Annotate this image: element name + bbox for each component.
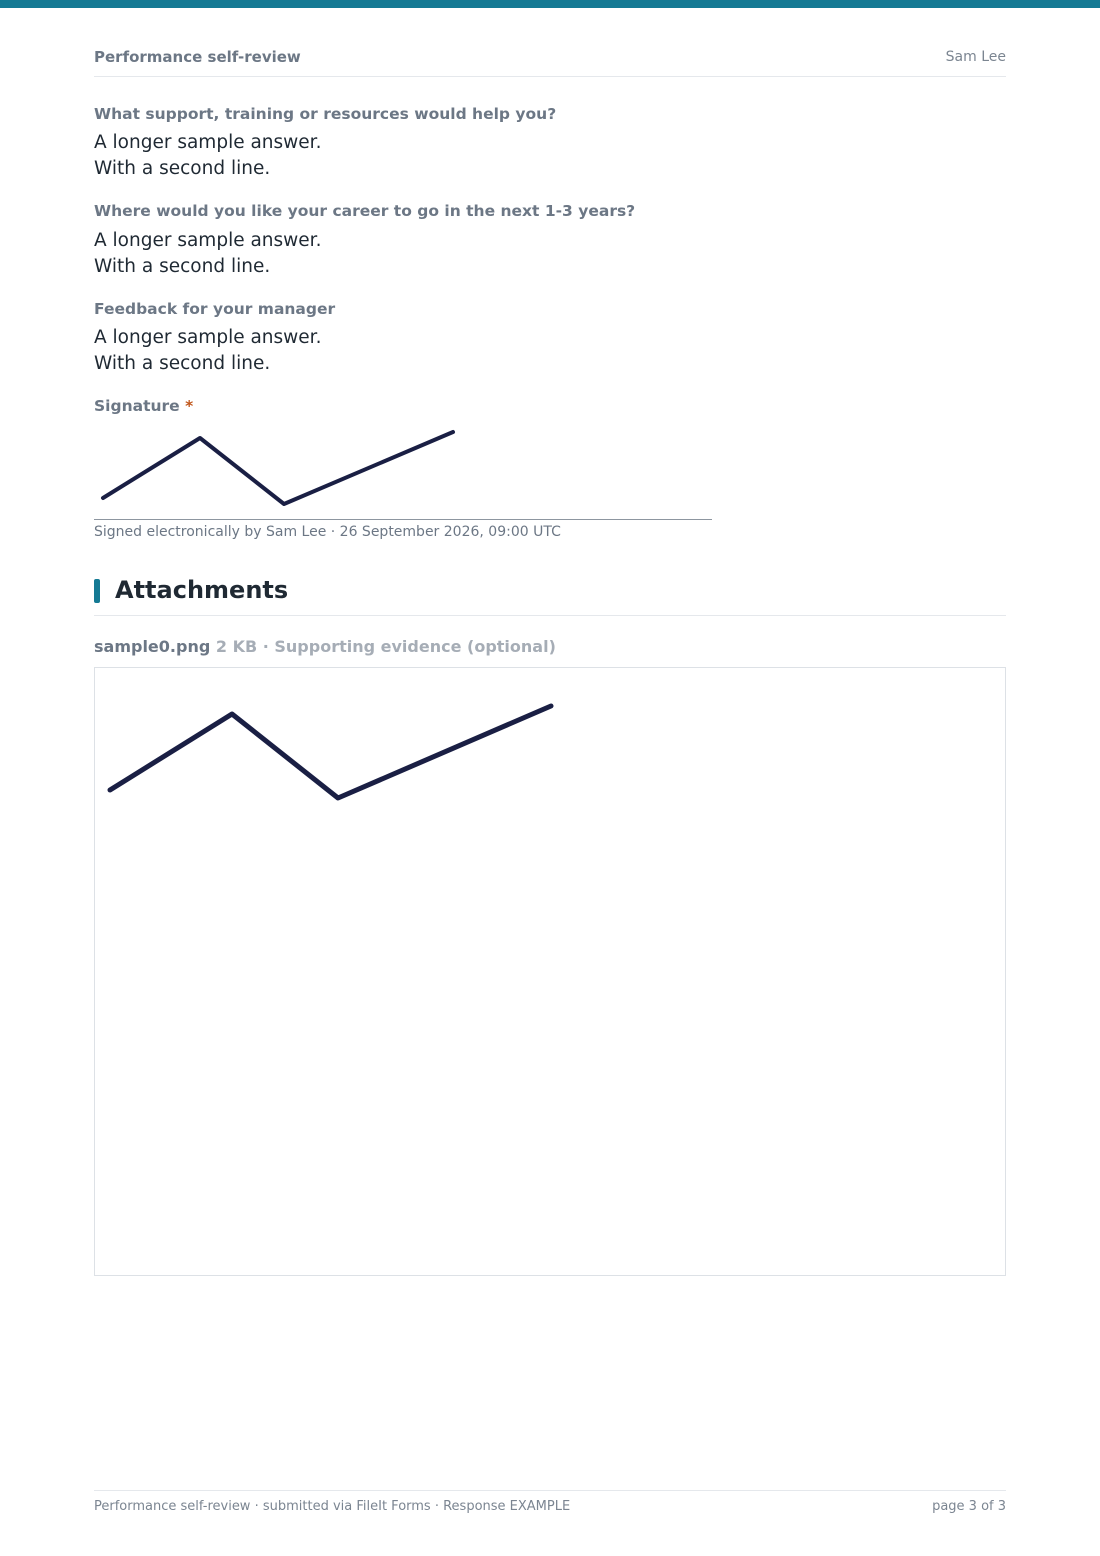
attachments-section-header [94,576,1006,616]
answer-line: A longer sample answer. [94,327,322,348]
attachment-preview [94,667,1006,1276]
question-label: What support, training or resources would help you? [94,105,557,123]
answer-line: With a second line. [94,256,271,277]
form-title: Performance self-review [94,48,301,66]
section-marker [94,579,100,603]
answer-line: With a second line. [94,158,271,179]
question-label: Feedback for your manager [94,300,336,318]
page-footer [94,1490,1006,1521]
answer-line: A longer sample answer. [94,132,322,153]
footer-info: Performance self-review · submitted via FileIt Forms · Response EXAMPLE [94,1499,571,1514]
question-label: Where would you like your career to go in the next 1-3 years? [94,202,636,220]
signature-pad [94,424,712,520]
attachment-image [95,668,1005,1275]
answer-text [94,130,321,182]
answer-line: A longer sample answer. [94,230,322,251]
signature-label-text: Signature [94,397,180,415]
answer-line: With a second line. [94,353,271,374]
attachment-filename[interactable]: sample0.png [94,637,211,656]
answer-text [94,228,321,280]
attachments-heading: Attachments [115,576,289,604]
respondent-name: Sam Lee [945,49,1006,65]
required-marker: * [185,397,194,415]
attachment-meta: 2 KB · Supporting evidence (optional) [215,637,556,656]
page-number: page 3 of 3 [932,1499,1006,1514]
answer-text [94,325,321,377]
page-header [94,47,1006,77]
attachment-item [94,637,556,656]
signature-caption: Signed electronically by Sam Lee · 26 September 2026, 09:00 UTC [94,524,561,540]
top-accent-bar [0,0,1100,8]
signature-drawing [94,424,712,519]
signature-label [94,397,193,415]
